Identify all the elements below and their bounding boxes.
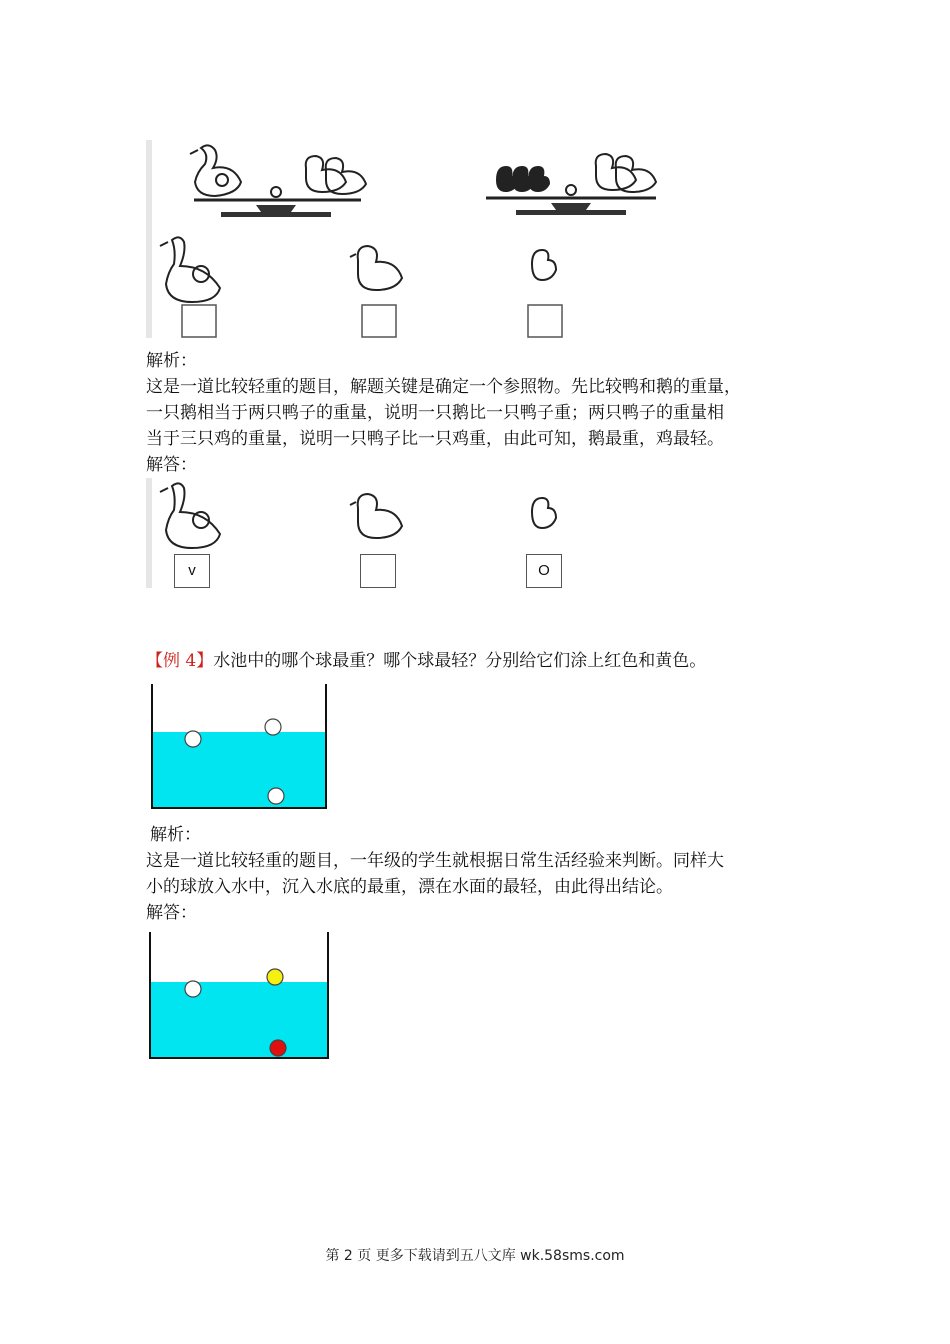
duck-pair-icon	[306, 156, 366, 194]
balance-figure	[146, 140, 666, 340]
goose-icon	[190, 145, 241, 196]
analysis-label: 解析：	[150, 825, 201, 845]
question-text: 水池中的哪个球最重？哪个球最轻？分别给它们涂上红色和黄色。	[213, 651, 707, 671]
analysis-line: 这是一道比较轻重的题目，一年级的学生就根据日常生活经验来判断。同样大	[146, 851, 724, 871]
example-4-heading	[146, 648, 706, 674]
analysis-label: 解析：	[146, 351, 197, 371]
analysis-line: 一只鹅相当于两只鸭子的重量，说明一只鹅比一只鸭子重；两只鸭子的重量相	[146, 403, 724, 423]
answer-label: 解答：	[146, 455, 197, 475]
pool-answer	[148, 932, 332, 1062]
example-label: 【例 4】	[146, 651, 214, 671]
answer-box-duck	[360, 554, 396, 588]
analysis-line: 当于三只鸡的重量，说明一只鸭子比一只鸡重，由此可知，鹅最重，鸡最轻。	[146, 429, 724, 449]
goose-icon	[160, 483, 220, 548]
ball-floating-left	[185, 731, 201, 747]
answer-label: 解答：	[146, 903, 197, 923]
ball-heaviest-red	[270, 1040, 286, 1056]
duck-pair-icon	[596, 154, 656, 192]
analysis-line: 这是一道比较轻重的题目，解题关键是确定一个参照物。先比较鸭和鹅的重量，	[146, 377, 741, 397]
ball-floating-top	[265, 719, 281, 735]
answer-box-chicken: O	[526, 554, 562, 588]
left-balance	[190, 145, 366, 217]
three-chickens-icon	[496, 166, 550, 192]
right-balance	[486, 154, 656, 215]
analysis-line: 小的球放入水中，沉入水底的最重，漂在水面的最轻，由此得出结论。	[146, 877, 673, 897]
chicken-icon	[532, 498, 556, 528]
duck-icon	[350, 494, 402, 538]
ball-sunk	[268, 788, 284, 804]
answer-box-goose: v	[174, 554, 210, 588]
page-footer: 第 2 页 更多下载请到五八文库 wk.58sms.com	[325, 1248, 625, 1264]
goose-icon	[160, 237, 220, 302]
chicken-icon	[532, 250, 556, 280]
duck-icon	[350, 246, 402, 290]
ball-lightest-yellow	[267, 969, 283, 985]
pool-question	[150, 684, 330, 810]
ball-floating-left	[185, 981, 201, 997]
